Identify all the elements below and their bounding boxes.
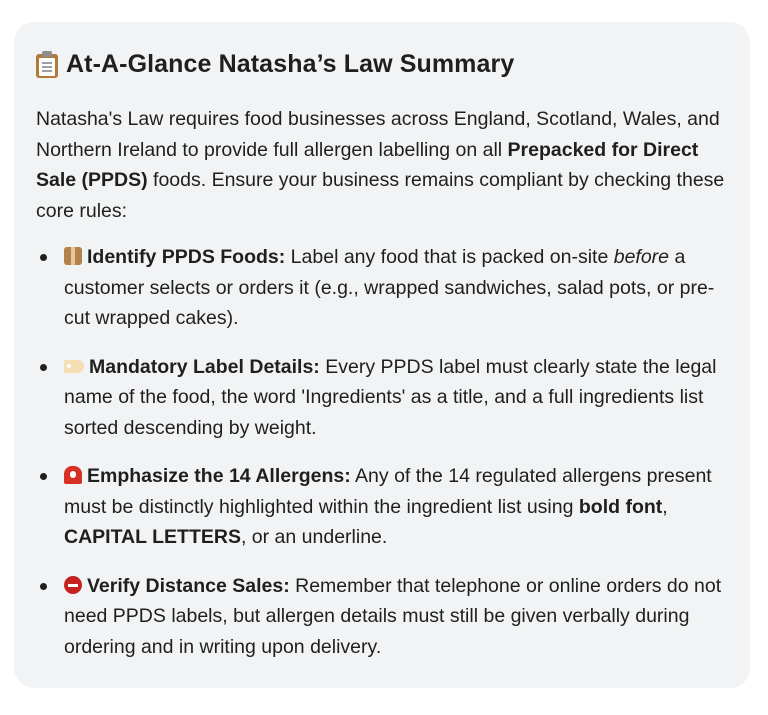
summary-title: At-A-Glance Natasha’s Law Summary: [66, 49, 515, 78]
clipboard-icon: [36, 51, 58, 78]
rule-separator: ,: [662, 495, 668, 518]
intro-text-continued: foods. Ensure your business remains compliant by checking these core rules:: [36, 169, 725, 222]
rules-list: [36, 242, 728, 662]
rule-text-continued: , or an underline.: [240, 526, 388, 548]
rule-heading: Verify Distance Sales:: [87, 574, 290, 597]
package-icon: [64, 247, 82, 265]
rule-text: Every PPDS label must clearly state the legal name of the food, the word 'Ingredients' as a title, and a full ingredients list sorted descending by weight.: [64, 355, 717, 439]
rule-text: Label any food that is packed on-site: [285, 246, 614, 268]
stop-sign-icon: [64, 576, 82, 594]
intro-paragraph: [36, 104, 736, 226]
summary-card: [14, 22, 750, 688]
rule-bold-term: CAPITAL LETTERS: [64, 526, 241, 548]
rule-italic-word: before: [613, 246, 670, 268]
rule-heading: Identify PPDS Foods:: [87, 246, 286, 268]
list-item: [36, 352, 736, 444]
label-icon: [64, 360, 84, 373]
rule-text: Remember that telephone or online orders do not need PPDS labels, but allergen details must still be given verbally during ordering and in writing upon delivery.: [64, 574, 722, 658]
rule-text-continued: a customer selects or orders it (e.g., wrapped sandwiches, salad pots, or pre-cut wrapped cakes).: [64, 246, 715, 329]
rule-heading: Mandatory Label Details:: [89, 355, 320, 378]
siren-icon: [64, 466, 82, 484]
intro-text: Natasha's Law requires food businesses across England, Scotland, Wales, and Northern Ireland to provide full allergen labelling on all: [36, 108, 720, 161]
title-row: [36, 44, 728, 84]
intro-bold-term: Prepacked for Direct Sale (PPDS): [36, 138, 699, 191]
rule-bold-term: bold font: [578, 495, 663, 518]
list-item: [36, 571, 736, 663]
list-item: [36, 242, 736, 334]
rule-heading: Emphasize the 14 Allergens:: [87, 465, 351, 487]
rule-text: Any of the 14 regulated allergens present must be distinctly highlighted within the ingredient list using: [64, 465, 712, 518]
list-item: [36, 461, 736, 553]
